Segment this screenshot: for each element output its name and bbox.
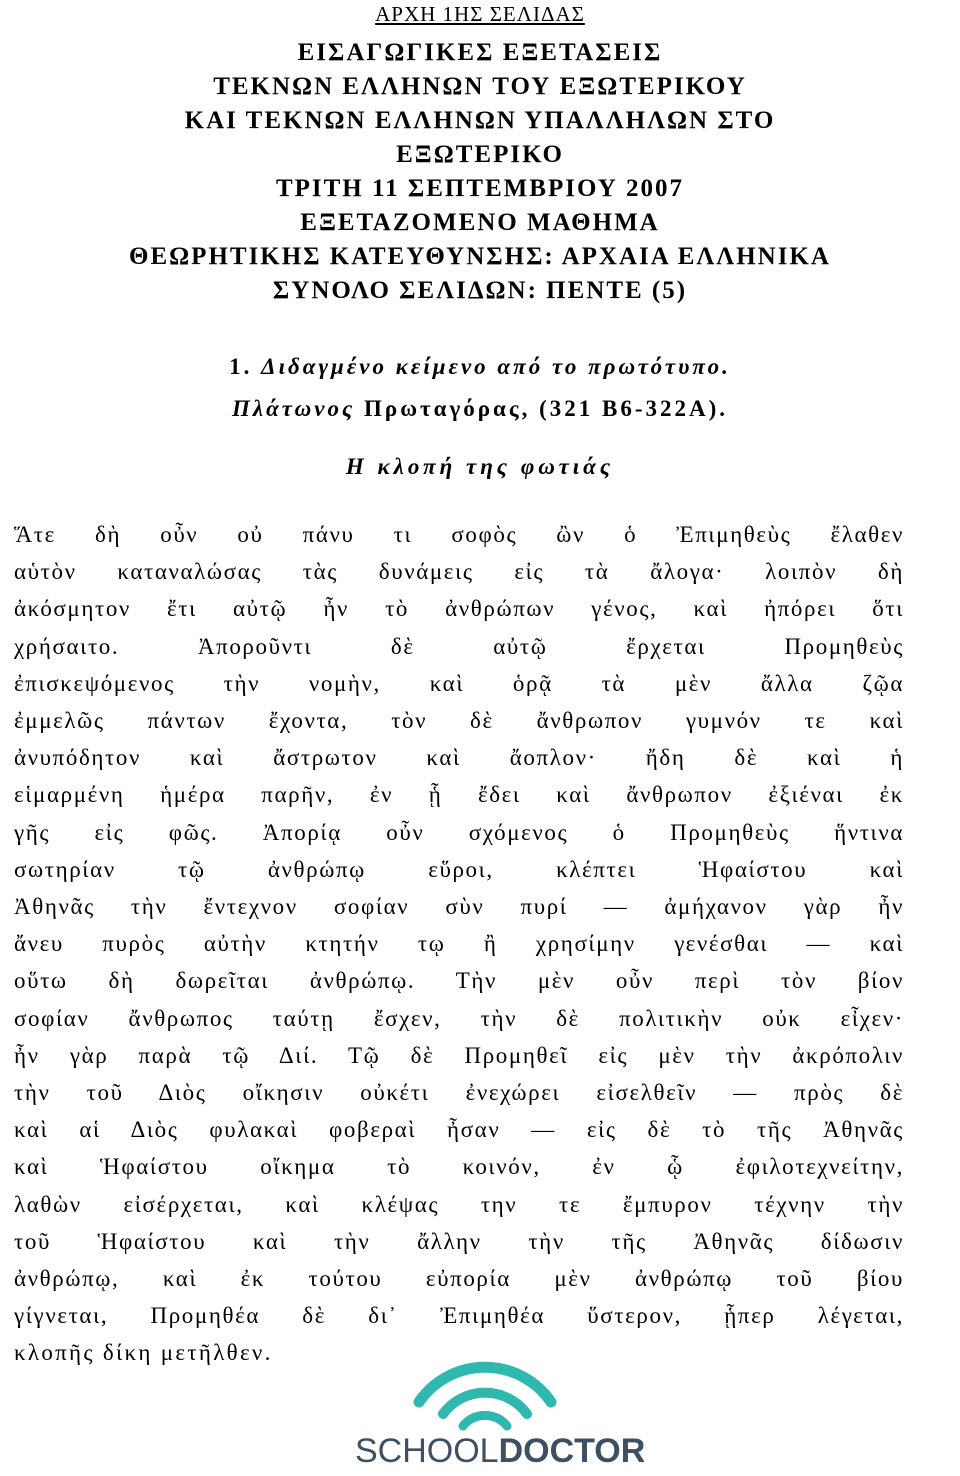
- title-line-6: ΕΞΕΤΑΖΟΜΕΝΟ ΜΑΘΗΜΑ: [300, 209, 660, 236]
- passage-line: οὕτω δὴ δωρεῖται ἀνθρώπῳ. Τὴν μὲν οὖν περὶ τὸν βίον: [14, 968, 904, 994]
- title-line-3: ΚΑΙ ΤΕΚΝΩΝ ΕΛΛΗΝΩΝ ΥΠΑΛΛΗΛΩΝ ΣΤΟ: [184, 107, 776, 134]
- passage-line: ἀνυπόδητον καὶ ἄστρωτον καὶ ἄοπλον· ἤδη δὲ καὶ ἡ: [14, 745, 904, 771]
- passage-line: αὑτὸν καταναλώσας τὰς δυνάμεις εἰς τὰ ἄλογα· λοιπὸν δὴ: [14, 559, 904, 585]
- title-line-5: ΤΡΙΤΗ 11 ΣΕΠΤΕΜΒΡΙΟΥ 2007: [275, 175, 685, 202]
- passage-line: καὶ Ἡφαίστου οἴκημα τὸ κοινόν, ἐν ᾧ ἐφιλοτεχνείτην,: [14, 1154, 904, 1180]
- logo-text-school: SCHOOL: [355, 1432, 499, 1470]
- passage-line: λαθὼν εἰσέρχεται, καὶ κλέψας την τε ἔμπυρον τέχνην τὴν: [14, 1191, 904, 1217]
- wifi-signal-icon: [405, 1352, 565, 1432]
- passage-line: Ἀθηνᾶς τὴν ἔντεχνον σοφίαν σὺν πυρί — ἀμήχανον γὰρ ἦν: [14, 894, 904, 920]
- title-line-7: ΘΕΩΡΗΤΙΚΗΣ ΚΑΤΕΥΘΥΝΣΗΣ: ΑΡΧΑΙΑ ΕΛΛΗΝΙΚΑ: [129, 243, 831, 270]
- source-work: Πρωταγόρας, (321 Β6-322Α).: [355, 396, 729, 421]
- passage-line: τὴν τοῦ Διὸς οἴκησιν οὐκέτι ἐνεχώρει εἰσελθεῖν — πρὸς δὲ: [14, 1080, 904, 1106]
- title-line-8: ΣΥΝΟΛΟ ΣΕΛΙΔΩΝ: ΠΕΝΤΕ (5): [272, 277, 688, 304]
- passage-line: ἐμμελῶς πάντων ἔχοντα, τὸν δὲ ἄνθρωπον γυμνόν τε καὶ: [14, 708, 904, 734]
- title-line-1: ΕΙΣΑΓΩΓΙΚΕΣ ΕΞΕΤΑΣΕΙΣ: [297, 39, 663, 66]
- logo-wordmark: [355, 1432, 646, 1471]
- passage-line: ἐπισκεψόμενος τὴν νομὴν, καὶ ὁρᾷ τὰ μὲν ἄλλα ζῷα: [14, 670, 904, 696]
- passage-line: ἄνευ πυρὸς αὐτὴν κτητήν τῳ ἢ χρησίμην γενέσθαι — καὶ: [14, 931, 904, 957]
- title-line-2: ΤΕΚΝΩΝ ΕΛΛΗΝΩΝ ΤΟΥ ΕΞΩΤΕΡΙΚΟΥ: [213, 73, 747, 100]
- passage-line: ἀκόσμητον ἔτι αὐτῷ ἦν τὸ ἀνθρώπων γένος, καὶ ἠπόρει ὅτι: [14, 596, 904, 622]
- passage-line: κλοπῆς δίκη μετῆλθεν.: [14, 1340, 273, 1366]
- passage-line: τοῦ Ἡφαίστου καὶ τὴν ἄλλην τὴν τῆς Ἀθηνᾶς δίδωσιν: [14, 1228, 904, 1254]
- source-author: Πλάτωνος: [231, 396, 356, 421]
- passage-line: Ἅτε δὴ οὖν οὐ πάνυ τι σοφὸς ὢν ὁ Ἐπιμηθεὺς ἔλαθεν: [14, 522, 904, 547]
- passage-title: Η κλοπή της φωτιάς: [345, 454, 615, 479]
- text-source: [0, 346, 960, 430]
- page-label: ΑΡΧΗ 1ΗΣ ΣΕΛΙΔΑΣ: [375, 2, 585, 26]
- passage-line: γῆς εἰς φῶς. Ἀπορίᾳ οὖν σχόμενος ὁ Προμηθεὺς ἥντινα: [14, 819, 904, 845]
- passage-line: ἀνθρώπῳ, καὶ ἐκ τούτου εὐπορία μὲν ἀνθρώπῳ τοῦ βίου: [14, 1266, 904, 1292]
- source-number: 1.: [229, 354, 253, 379]
- page-header: [0, 2, 960, 27]
- passage-line: χρήσαιτο. Ἀποροῦντι δὲ αὐτῷ ἔρχεται Προμηθεὺς: [14, 633, 904, 659]
- passage-line: εἱμαρμένη ἡμέρα παρῆν, ἐν ᾗ ἔδει καὶ ἄνθρωπον ἐξιέναι ἐκ: [14, 782, 904, 808]
- passage-line: σοφίαν ἄνθρωπος ταύτῃ ἔσχεν, τὴν δὲ πολιτικὴν οὐκ εἶχεν·: [14, 1005, 904, 1031]
- source-title: Διδαγμένο κείμενο από το πρωτότυπο.: [261, 354, 731, 379]
- title-line-4: ΕΞΩΤΕΡΙΚΟ: [396, 141, 564, 168]
- ancient-greek-passage: [14, 516, 904, 1372]
- logo-text-doctor: DOCTOR: [498, 1432, 646, 1470]
- passage-line: ἦν γὰρ παρὰ τῷ Διί. Τῷ δὲ Προμηθεῖ εἰς μὲν τὴν ἀκρόπολιν: [14, 1042, 904, 1068]
- passage-line: γίγνεται, Προμηθέα δὲ δι᾽ Ἐπιμηθέα ὕστερον, ᾗπερ λέγεται,: [14, 1303, 904, 1329]
- source-reference: [0, 388, 960, 430]
- schooldoctor-logo: [355, 1352, 646, 1476]
- passage-line: σωτηρίαν τῷ ἀνθρώπῳ εὕροι, κλέπτει Ἡφαίστου καὶ: [14, 856, 904, 882]
- source-heading: [0, 346, 960, 388]
- exam-title-block: [0, 36, 960, 308]
- passage-line: καὶ αἱ Διὸς φυλακαὶ φοβεραὶ ἦσαν — εἰς δὲ τὸ τῆς Ἀθηνᾶς: [14, 1117, 904, 1143]
